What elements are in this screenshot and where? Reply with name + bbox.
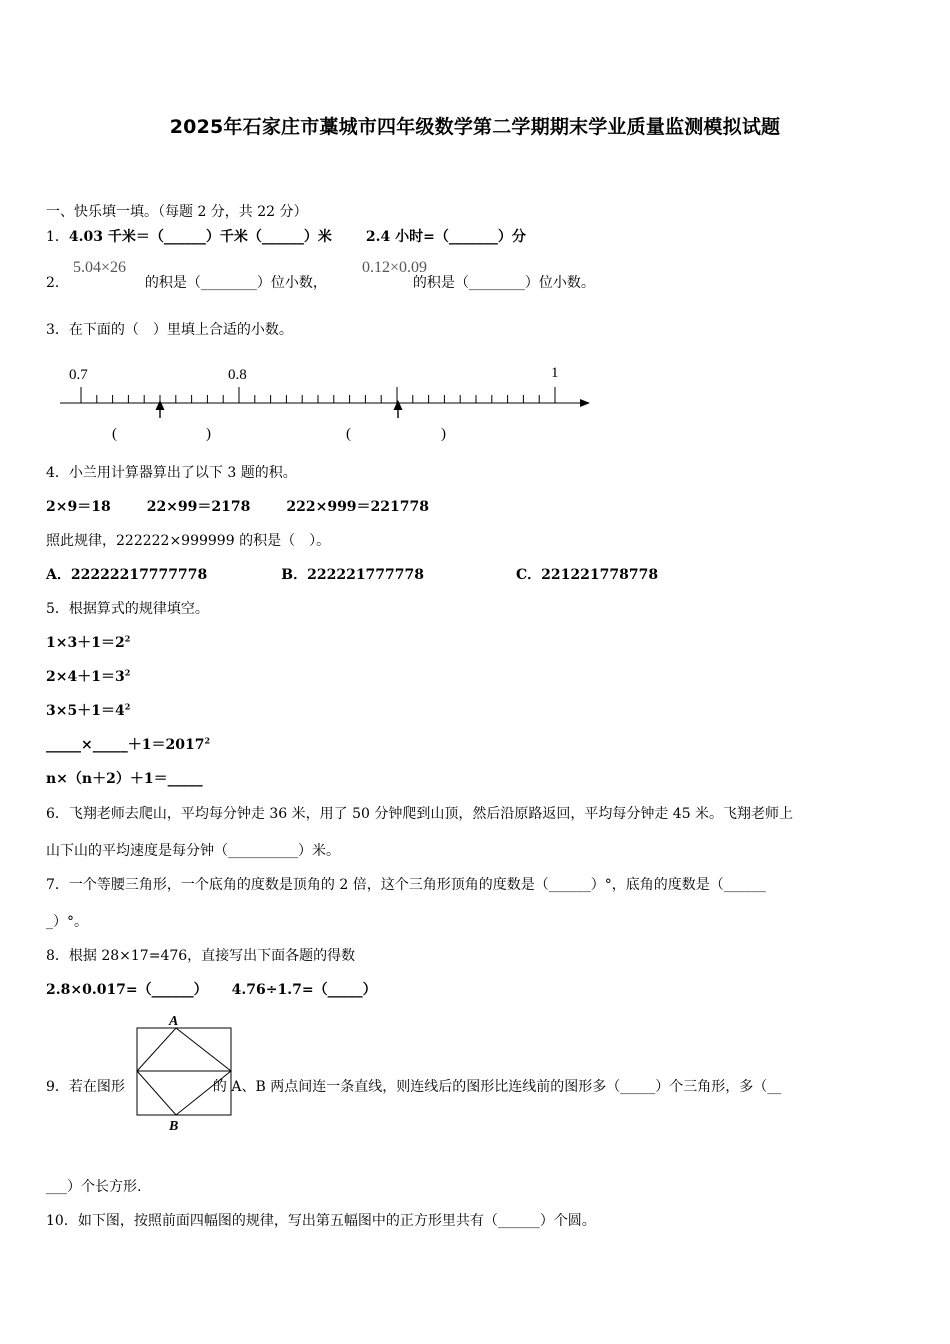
label-0.8: 0.8 [228, 367, 247, 383]
question-6-line-1: 6．飞翔老师去爬山，平均每分钟走 36 米，用了 50 分钟爬到山顶，然后沿原路返回，平均每分钟走 45 米。飞翔老师上 [46, 806, 794, 822]
point-b-label: B [169, 1119, 179, 1134]
blank-2-open: ( [346, 426, 351, 442]
q4-options [46, 565, 658, 585]
q5-line-5: n×（n＋2）＋1＝_____ [46, 771, 203, 787]
question-5: 5．根据算式的规律填空。 [46, 601, 209, 617]
number-line-ticks [81, 387, 555, 403]
q5-line-2: $2\times 4+1=3^2$ [46, 667, 131, 685]
label-1: 1 [551, 365, 559, 381]
question-9-line-1 [46, 1077, 781, 1097]
rectangle-rhombus-figure [130, 1010, 238, 1135]
q4-examples [46, 497, 429, 517]
q8-part-a: 2.8×0.017=（______） [46, 982, 208, 998]
question-8: 8．根据 28×17=476，直接写出下面各题的得数 [46, 948, 356, 964]
q9-post: 的 A、B 两点间连一条直线，则连线后的图形比连线前的图形多（_____）个三角形，多（__ [212, 1079, 782, 1095]
q1-part-a: 4.03 千米＝（______）千米（______）米 [68, 229, 332, 245]
question-6-line-2: 山下山的平均速度是每分钟（__________）米。 [46, 843, 340, 859]
q2-text-1: 的积是（________）位小数， [144, 275, 327, 291]
q5-line-4: $\_\_\_\_\_\times\_\_\_\_\_+1=2017^2$ [46, 735, 211, 753]
q5-line-1: $1\times 3+1=2^2$ [46, 633, 131, 651]
question-7-line-1: 7．一个等腰三角形，一个底角的度数是顶角的 2 倍，这个三角形顶角的度数是（______）°，底角的度数是（______ [46, 877, 766, 893]
question-9-line-2: ___）个长方形. [46, 1179, 142, 1195]
question-7-line-2: _）°。 [46, 914, 88, 930]
blank-2-close: ) [441, 426, 446, 442]
q8-answers [46, 980, 377, 1000]
question-1 [46, 227, 526, 247]
number-line-figure [56, 360, 596, 445]
label-0.7: 0.7 [69, 367, 88, 383]
section-heading: 一、快乐填一填。（每题 2 分，共 22 分） [46, 204, 308, 220]
q2-number: 2． [46, 275, 69, 291]
q2-expression-2: 0.12×0.09 [362, 259, 428, 276]
question-3: 3．在下面的（ ）里填上合适的小数。 [46, 322, 293, 338]
point-a-label: A [169, 1014, 179, 1029]
question-4: 4．小兰用计算器算出了以下 3 题的积。 [46, 465, 297, 481]
q4-eq-1: 2×9＝18 [46, 499, 111, 515]
number-line-arrowhead [580, 399, 590, 407]
q4-eq-3: 222×999＝221778 [286, 499, 429, 515]
page-title: 2025年石家庄市藁城市四年级数学第二学期期末学业质量监测模拟试题 [169, 116, 781, 138]
blank-1-close: ) [206, 426, 211, 442]
option-a: A．22222217777778 [46, 567, 208, 583]
q1-part-b: 2.4 小时=（_______）分 [365, 229, 526, 245]
q8-part-b: 4.76÷1.7=（_____） [231, 982, 377, 998]
q5-line-3: $3\times 5+1=4^2$ [46, 701, 131, 719]
question-2 [46, 273, 595, 293]
q1-number: 1． [46, 229, 69, 245]
option-c: C．221221778778 [516, 567, 659, 583]
q9-pre: 9．若在图形 [46, 1079, 125, 1095]
option-b: B．222221777778 [281, 567, 425, 583]
q4-ask: 照此规律，222222×999999 的积是（ ）。 [46, 533, 331, 549]
q2-expression-1: 5.04×26 [73, 259, 127, 276]
blank-1-open: ( [112, 426, 117, 442]
q2-text-2: 的积是（________）位小数。 [412, 275, 595, 291]
q4-eq-2: 22×99＝2178 [146, 499, 251, 515]
question-10: 10．如下图，按照前面四幅图的规律，写出第五幅图中的正方形里共有（______）个圆。 [46, 1213, 596, 1229]
